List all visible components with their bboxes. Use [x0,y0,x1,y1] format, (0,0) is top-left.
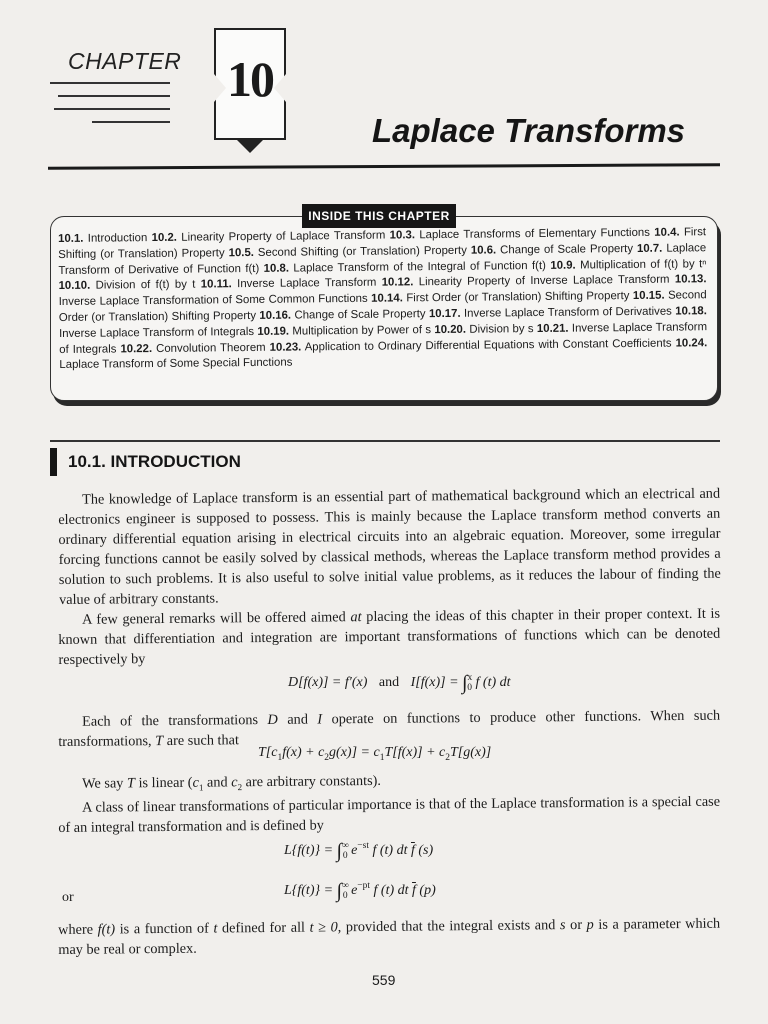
toc-entry-number: 10.22. [120,342,153,355]
toc-entry [201,277,377,291]
section-title: 10.1. INTRODUCTION [68,452,241,471]
intro-paragraph: The knowledge of Laplace transform is an essential part of mathematical background which an electrical and electronics engineer is supposed to possess. This is mainly because the Laplace transform method converts an ordinary differential equation arising in electrical circuits into an algebraic equation. Moreover, some irregular forcing functions cannot be easily solved by classical methods, whereas the Laplace transform method provides a solution to such problems. It is also useful to solve initial value problems, as it reduces the labour of finding the value of arbitrary constants. [58,485,721,608]
or-label: or [62,890,74,905]
chapter-title: Laplace Transforms [372,112,686,149]
header-rule [48,163,720,170]
toc-entry-title: Change of Scale Property [294,308,426,322]
where-paragraph: where f(t) is a function of t defined for all t ≥ 0, provided that the integral exists and s or p is a parameter which may be real or complex. [58,915,721,958]
toc-entry-title: Laplace Transform of the Integral of Function f(t) [293,259,546,275]
toc-entry-number: 10.20. [434,323,467,336]
chapter-number: 10 [227,51,273,107]
header-decor-line [58,95,170,97]
toc-entry-number: 10.7. [636,242,663,255]
toc-entry-number: 10.11. [200,278,232,291]
toc-entry-title: Second Shifting (or Translation) Property [257,244,467,259]
toc-entry-title: Laplace Transforms of Elementary Functions [419,226,650,242]
toc-entry-title: Change of Scale Property [500,242,634,257]
toc-entry-number: 10.2. [151,231,178,245]
chapter-number-box [214,28,286,140]
toc-entry-number: 10.17. [428,307,461,321]
section-marker [50,448,57,476]
laplace-definition-paragraph: A class of linear transformations of particular importance is that of the Laplace transformation is a special case of an integral transformation and is defined by [58,793,721,836]
toc-entry-title: Convolution Theorem [156,341,266,355]
equation-laplace-s: $L\{f(t)\} = \int^\infty_0$ $e^{-st}$ f (t) dt $\overline{f}$ (s) [284,840,434,862]
toc-entry-number: 10.14. [371,292,403,305]
equation-differentiation-integration: D[f(x)] = f′(x) and I[f(x)] = ∫$^x_0$ f (t) dt [288,672,511,694]
transform-paragraph: Each of the transformations D and I operate on functions to produce other functions. When such transformations, T are such that [58,707,721,750]
toc-entry-number: 10.15. [632,289,665,303]
toc-entry-title: Linearity Property of Laplace Transform [181,229,386,244]
toc-entry-number: 10.4. [654,226,680,239]
toc-entry-number: 10.3. [389,229,416,242]
toc-entry-number: 10.13. [674,273,707,286]
toc-entry-number: 10.10. [58,280,91,293]
toc-entry-title: Multiplication of f(t) by tⁿ [580,257,707,272]
header-decor-line [50,82,170,84]
toc-entry-number: 10.8. [263,262,290,275]
toc-entry-number: 10.6. [470,244,497,257]
toc-entry-title: Inverse Laplace Transform of Integrals [59,320,708,356]
header-decor-line [92,121,170,123]
toc-entry-number: 10.12. [381,276,414,290]
toc-entry [382,274,670,289]
toc-entry-number: 10.19. [257,325,290,338]
toc-entry-title: Second Order (or Translation) Shifting Property [58,289,707,324]
toc-entry-title: Application to Ordinary Differential Equations with Constant Coefficients [304,337,672,354]
toc-entry-title: Laplace Transform of Some Special Functions [59,356,293,372]
toc-entry [58,232,147,245]
chapter-label: CHAPTER [68,48,182,74]
toc-entry-number: 10.24. [675,336,708,350]
toc-entry-number: 10.9. [550,259,576,272]
toc-entry-title: First Shifting (or Translation) Property [58,226,707,261]
toc-entry-number: 10.18. [675,305,707,318]
toc-entry [120,341,265,355]
toc-entry [152,230,386,244]
toc-entry [429,306,672,321]
toc-entry [390,227,650,242]
toc-entry-title: Inverse Laplace Transform [237,277,377,291]
toc-entry-title: Laplace Transform of Derivative of Function f(t) [58,242,707,277]
toc-entry [550,258,706,272]
inside-chapter-badge: INSIDE THIS CHAPTER [302,204,456,228]
toc-entry [259,308,425,322]
toc-entry-number: 10.21. [536,322,569,335]
linear-paragraph: We say T is linear ($c_1$ and $c_2$ are arbitrary constants). [82,772,382,793]
inside-chapter-list [58,225,707,374]
toc-entry-title: Introduction [87,232,148,245]
toc-entry [257,324,431,338]
chapter-number-pointer [235,138,265,153]
page-number: 559 [372,972,396,988]
toc-entry [371,290,629,305]
header-decor-line [54,108,170,110]
toc-entry-title: Inverse Laplace Transform of Integrals [59,325,255,340]
toc-entry-title: Linearity Property of Inverse Laplace Transform [418,273,670,289]
toc-entry [59,279,196,292]
equation-laplace-p: $L\{f(t)\} = \int^\infty_0$ $e^{-pt}$ f (t) dt $\overline{f}$ (p) [284,880,436,902]
toc-entry-title: Multiplication by Power of s [292,323,432,338]
toc-entry [434,323,533,336]
toc-entry-title: Inverse Laplace Transform of Derivatives [463,305,672,320]
remarks-paragraph: A few general remarks will be offered aimed at placing the ideas of this chapter in their proper context. It is known that differentiation and integration are important transformations of functions which can be denoted respectively by [58,605,721,668]
toc-entry-number: 10.1. [58,232,84,245]
toc-entry-title: Division of f(t) by t [95,278,196,292]
toc-entry-title: Division by s [469,322,534,336]
toc-entry-number: 10.23. [269,341,302,354]
toc-entry-title: Inverse Laplace Transformation of Some Common Functions [58,292,368,309]
toc-entry [264,259,546,274]
toc-entry-title: First Order (or Translation) Shifting Property [406,290,630,305]
section-rule [50,440,720,442]
toc-entry [270,337,672,353]
toc-entry-number: 10.5. [228,246,254,260]
toc-entry [471,243,633,257]
equation-linearity: $T[c_1f(x) + c_2g(x)] = c_1T[f(x)] + c_2T[g(x)]$ [258,745,492,763]
toc-entry-number: 10.16. [259,309,292,322]
toc-entry [229,245,467,259]
